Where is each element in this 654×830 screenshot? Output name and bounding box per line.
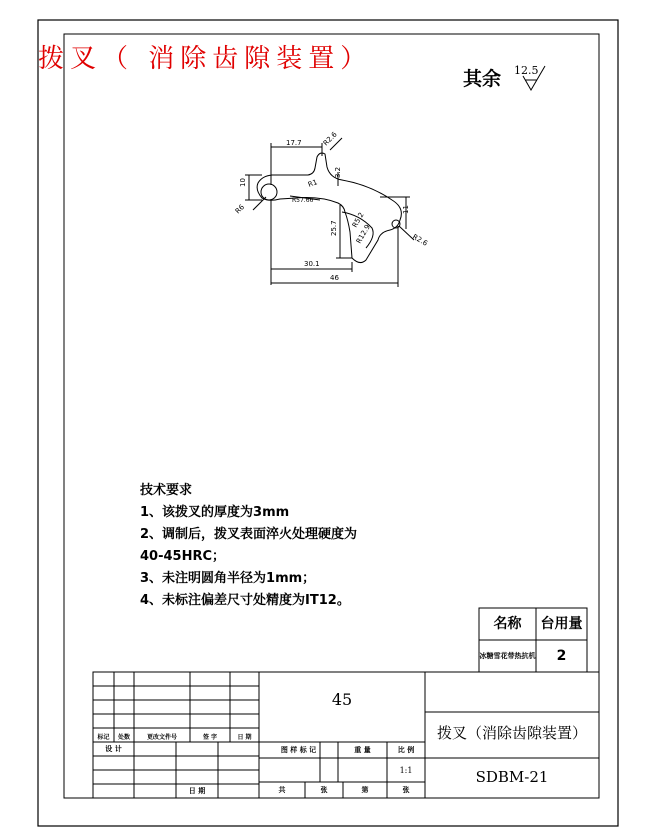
dim-3-2: 3.2 — [334, 166, 342, 178]
scale-label: 比 例 — [397, 746, 415, 754]
tech-heading: 技术要求 — [140, 483, 193, 498]
dim-r6: R6 — [233, 203, 247, 216]
material-value: 45 — [331, 690, 353, 709]
stage-label: 图 样 标 记 — [280, 746, 317, 754]
dim-r1: R1 — [306, 178, 319, 189]
dim-17-7: 17.7 — [286, 139, 302, 147]
dim-46: 46 — [330, 274, 339, 282]
rev-header-count: 处数 — [117, 734, 130, 741]
page2-label: 张 — [402, 786, 410, 794]
parts-qty-value: 2 — [556, 648, 567, 664]
rev-header-doc: 更改文件号 — [146, 734, 177, 741]
roughness-value: 12.5 — [514, 64, 539, 77]
tech-item: 1、该拨叉的厚度为3mm — [140, 505, 290, 520]
total-label: 共 — [278, 786, 286, 794]
tech-item: 3、未注明圆角半径为1mm； — [140, 571, 316, 586]
rev-header-date: 日 期 — [237, 734, 252, 741]
rev-header-sign: 签 字 — [202, 734, 218, 741]
part-name: 拨叉（消除齿隙装置） — [436, 724, 587, 742]
date-label: 日 期 — [188, 787, 206, 795]
tech-item: 2、调制后，拨叉表面淬火处理硬度为 — [140, 527, 358, 542]
technical-requirements — [140, 480, 357, 612]
rev-header-mark: 标记 — [97, 734, 110, 741]
parts-name-value: 冰糖雪花带热抗机 — [479, 652, 536, 660]
dim-r57: R57.66 — [292, 197, 314, 204]
sheet-label: 张 — [320, 786, 328, 794]
tech-item: 40-45HRC； — [140, 549, 226, 564]
design-label: 设 计 — [105, 745, 122, 753]
tech-item: 4、未标注偏差尺寸处精度为IT12。 — [140, 593, 350, 608]
dim-r12: R12.9 — [354, 223, 372, 245]
dim-r2-6-right: R2.6 — [411, 232, 429, 248]
drawing-title: 拨叉（ 消除齿隙装置） — [38, 44, 373, 74]
dim-r5-2: R5.2 — [350, 211, 366, 229]
dim-11: 11 — [402, 205, 410, 214]
dim-25-7: 25.7 — [330, 220, 338, 236]
dim-10: 10 — [239, 178, 247, 187]
roughness-label: 其余 — [463, 68, 502, 90]
part-drawing — [245, 138, 414, 287]
parts-name-header: 名称 — [493, 616, 522, 632]
page-label: 第 — [361, 786, 369, 794]
scale-value: 1:1 — [399, 766, 413, 775]
parts-qty-header: 台用量 — [540, 616, 583, 632]
weight-label: 重 量 — [354, 746, 371, 754]
dim-30-1: 30.1 — [304, 260, 320, 268]
drawing-number: SDBM-21 — [475, 768, 549, 786]
dim-r2-6-top: R2.6 — [321, 130, 339, 148]
